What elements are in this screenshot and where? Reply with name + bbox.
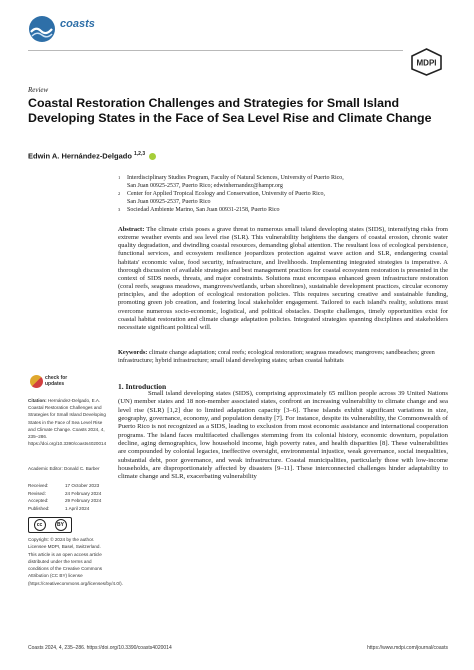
- academic-editor: Academic Editor: Donald C. Barber: [28, 466, 100, 471]
- section-heading: 1. Introduction: [118, 382, 167, 391]
- orcid-icon[interactable]: [149, 153, 156, 160]
- date-label: Published:: [28, 505, 50, 511]
- abstract-label: Abstract:: [118, 226, 145, 233]
- mdpi-logo[interactable]: [410, 48, 443, 76]
- date-value: 29 February 2024: [65, 498, 102, 504]
- date-revised: [28, 490, 110, 498]
- journal-logo: [28, 15, 56, 43]
- update-text-line: updates: [45, 381, 65, 387]
- affiliation-number: 3: [118, 207, 121, 212]
- citation: [28, 397, 110, 447]
- author-name[interactable]: Edwin A. Hernández-Delgado: [28, 151, 132, 161]
- date-label: Received:: [28, 483, 49, 488]
- author-affiliation-numbers: 1,2,3: [134, 151, 146, 157]
- affiliation-line: Interdisciplinary Studies Program, Faculty of Natural Sciences, University of Puerto Rico,: [127, 175, 344, 181]
- affiliation-line: Sociedad Ambiente Marino, San Juan 00931-2158, Puerto Rico: [127, 207, 280, 213]
- affiliation-number: 1: [118, 175, 121, 180]
- article-type: Review: [28, 86, 49, 94]
- footer-journal-link[interactable]: https://www.mdpi.com/journal/coasts: [367, 645, 448, 651]
- date-value: 17 October 2023: [65, 483, 100, 488]
- page-footer: [28, 645, 448, 651]
- date-value: 1 April 2024: [65, 505, 90, 511]
- date-published: [28, 505, 110, 513]
- copyright-notice: Copyright: © 2024 by the author. Licensee MDPI, Basel, Switzerland. This article is an open access article distributed under the terms and conditions of the Creative Commons Attribution (CC BY) license (https://creativecommons.org/licenses/by/4.0/).: [28, 537, 123, 586]
- abstract: [118, 226, 448, 332]
- affiliation-3: [118, 206, 448, 214]
- date-received: [28, 482, 110, 490]
- journal-name[interactable]: coasts: [60, 18, 95, 30]
- mdpi-hexagon-icon: [410, 48, 443, 76]
- publication-dates: [28, 482, 110, 512]
- affiliation-number: 2: [118, 191, 121, 196]
- affiliations: [118, 174, 448, 214]
- date-label: Revised:: [28, 490, 46, 496]
- keywords: [118, 349, 448, 365]
- author-line: [28, 151, 156, 161]
- header-rule: [28, 50, 403, 51]
- abstract-text: The climate crisis poses a grave threat to numerous small island developing states (SIDS), intensifying risks from extreme weather events and sea level rise (SLR). This vulnerability heightens the dangers of coastal erosion, chronic water quality degradation, and dwindling coastal resources, demanding global attention. The resultant loss of ecological persistence, functional services, and ecosystem resilience jeopardizes protection against wave action and SLR, endangering coastal habitats' economic value, food security, infrastructure, and livelihoods. Implementing integrated strategies is imperative. A thorough discussion of available strategies and best management practices for coastal ecosystem restoration is presented in the context of SIDS needs, threats, and major constraints. Solutions must encompass enhanced green infrastructure restoration (coral reefs, seagrass meadows, mangroves/wetlands, urban shorelines), sustainable development practices, circular economy principles, and the adoption of ecological restoration policies. This requires securing creative and sustainable funding, promoting green job creation, and fostering local stakeholder engagement. Tailored to each island's reality, solutions must overcome numerous socio-economic, logistical, and political obstacles. Despite challenges, timely opportunities exist for coastal habitat restoration and climate change adaptation policies. Integrated strategies spanning disciplines and stakeholders necessitate significant political will.: [118, 226, 448, 331]
- update-icon: [30, 375, 43, 388]
- check-for-updates-button[interactable]: [30, 375, 80, 390]
- introduction-paragraph: Small island developing states (SIDS), comprising approximately 65 million people across 39 United Nations (UN) member states and 18 non-member associated states, confront an increasing vulnerability to climate change and sea level rise (SLR) [1,2] due to limited adaptation capacity [3–6]. These islands exhibit significant variations in size, geography, governance, economy, and population density [7]. For instance, despite its vulnerability, the Commonwealth of Puerto Rico is not recognized as a SIDS, leading to exclusion from most economic assistance and international cooperation programs. The island faces multifaceted challenges stemming from its colonial history, economic downturn, population decline, aging demographics, low household income, high poverty rates, and health disparities [8]. These vulnerabilities are compounded by colonial legacies, ineffective oversight, environmental injustice, weak governance, social inequalities, substantial debt, poor governance, and weak infrastructure. Coastal municipalities, particularly those with low-income households, are disproportionately affected by disasters [9–11]. These interconnected challenges hinder adaptability to climate change and SLR, exacerbating vulnerability: [118, 390, 448, 481]
- mdpi-logo-text: MDPI: [416, 58, 437, 68]
- by-icon: BY: [55, 519, 67, 531]
- keywords-text: climate change adaptation; coral reefs; ecological restoration; seagrass meadows; mangroves; sandbeaches; green infrastructure; hybrid infrastructure; small island developing states; urban coastal habitats: [118, 349, 435, 364]
- article-title: Coastal Restoration Challenges and Strategies for Small Island Developing States in the Face of Sea Level Rise and Climate Change: [28, 96, 432, 125]
- citation-label: Citation:: [28, 398, 47, 403]
- wave-icon: [28, 15, 56, 43]
- affiliation-line: Center for Applied Tropical Ecology and Conservation, University of Puerto Rico,: [127, 191, 325, 197]
- affiliation-2: [118, 190, 448, 206]
- date-label: Accepted:: [28, 498, 49, 504]
- affiliation-line: San Juan 00925-2537, Puerto Rico: [127, 199, 211, 205]
- update-text-line: check for: [45, 375, 68, 381]
- citation-text[interactable]: Hernández-Delgado, E.A. Coastal Restoration Challenges and Strategies for Small Island Developing States in the Face of Sea Level Rise and Climate Change. Coasts 2024, 4, 235–286. https://doi.org/10.3390/coasts4020014: [28, 398, 107, 447]
- cc-by-license-badge[interactable]: [28, 517, 72, 533]
- affiliation-line: San Juan 00925-2537, Puerto Rico; edwinhernandez@hampr.org: [127, 183, 283, 189]
- affiliation-1: [118, 174, 448, 190]
- keywords-label: Keywords:: [118, 349, 148, 356]
- update-text: [45, 375, 67, 387]
- date-accepted: [28, 497, 110, 505]
- footer-citation[interactable]: Coasts 2024, 4, 235–286. https://doi.org/10.3390/coasts4020014: [28, 645, 172, 651]
- cc-icon: cc: [34, 519, 46, 531]
- date-value: 24 February 2024: [65, 490, 102, 496]
